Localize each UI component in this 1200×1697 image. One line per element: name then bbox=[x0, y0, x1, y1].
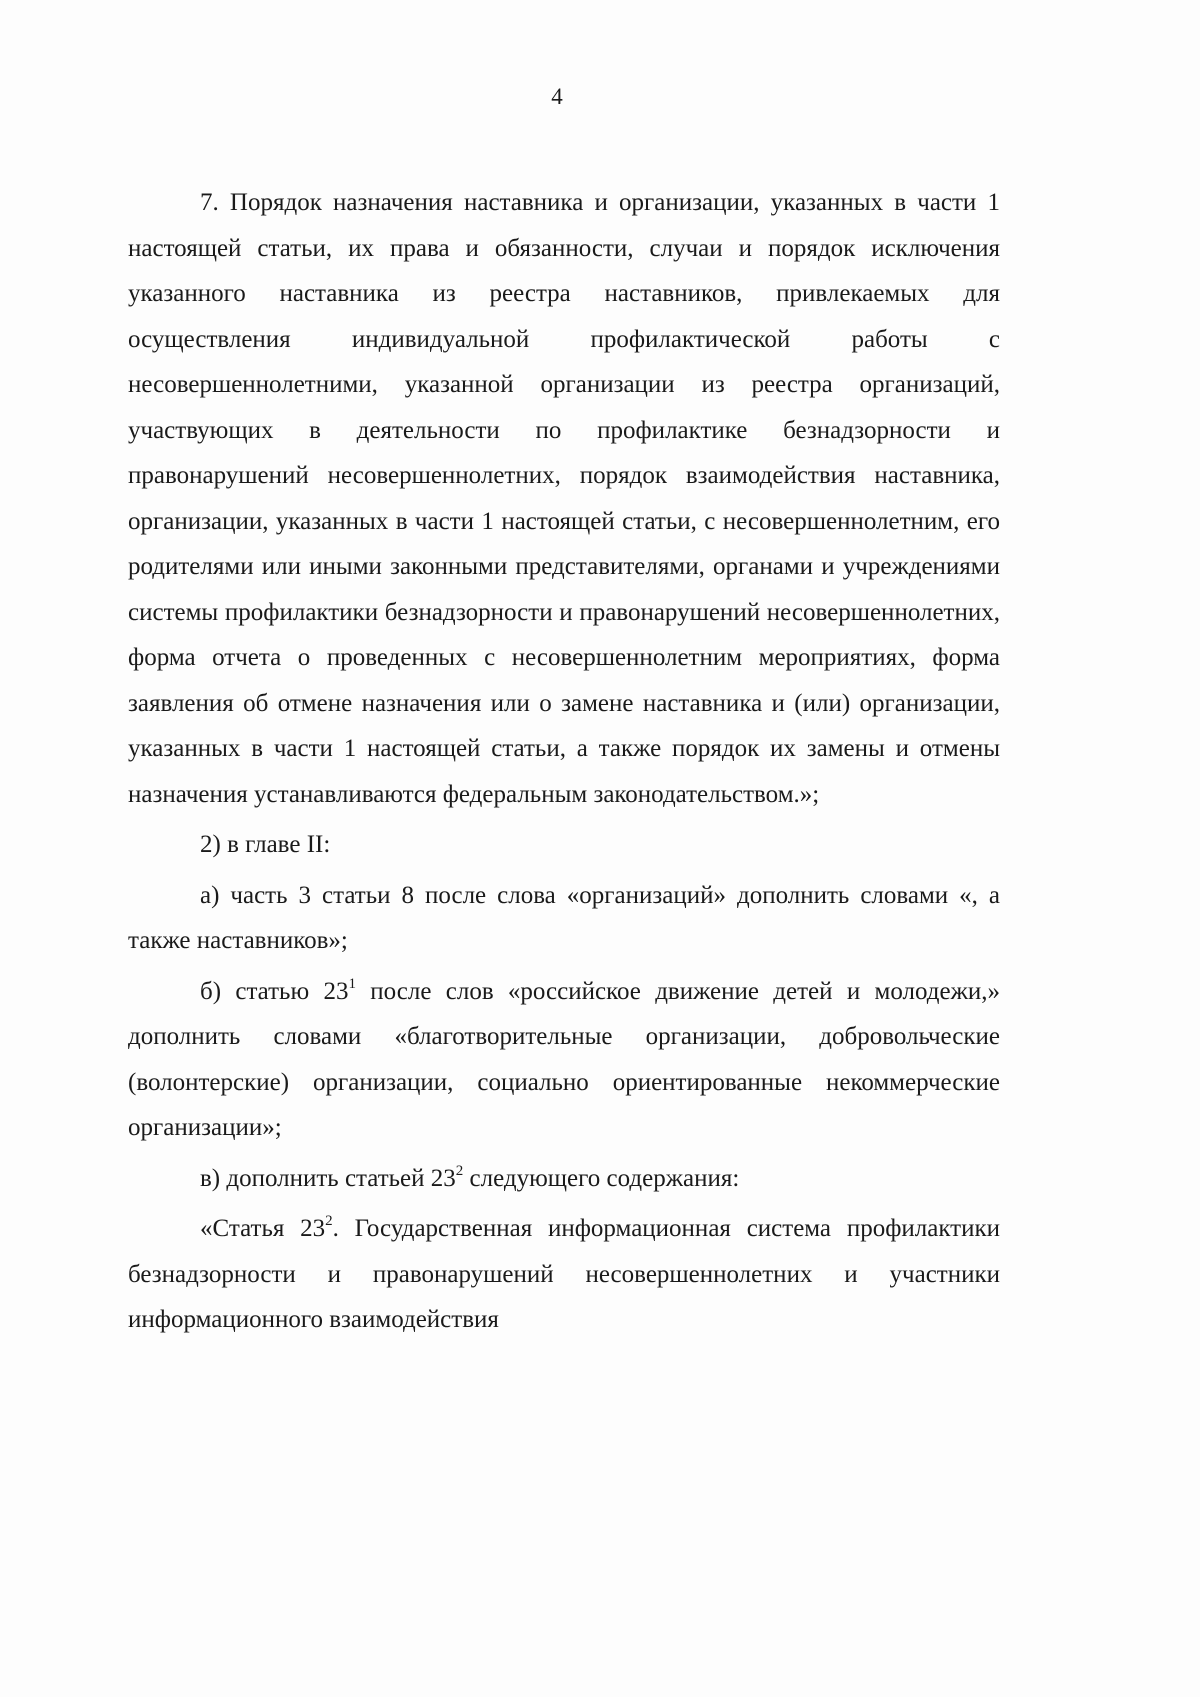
item-v-start: в) дополнить статьей 23 bbox=[200, 1164, 456, 1192]
item-v-rest: следующего содержания: bbox=[463, 1164, 740, 1192]
article-heading-start: «Статья 23 bbox=[200, 1215, 326, 1242]
paragraph-chapter-2: 2) в главе II: bbox=[200, 831, 331, 858]
item-b-rest: после слов «российское движение детей и молодежи,» дополнить словами «благотворительные организации, добровольческие (волонтерские) организации, социально ориентированные некоммерческие организации»; bbox=[128, 977, 1000, 1141]
paragraph-item-a: а) часть 3 статьи 8 после слова «организаций» дополнить словами «, а также наставников»; bbox=[128, 881, 1000, 954]
item-b-superscript: 1 bbox=[348, 975, 356, 992]
item-b-start: б) статью 23 bbox=[200, 977, 349, 1005]
paragraph-item-b bbox=[128, 969, 1000, 1151]
article-heading-rest: . Государственная информационная система профилактики безнадзорности и правонарушений несовершеннолетних и участники информационного взаимодействия bbox=[128, 1215, 1000, 1333]
paragraph-7: 7. Порядок назначения наставника и организации, указанных в части 1 настоящей статьи, их права и обязанности, случаи и порядок исключения указанного наставника из реестра наставников, привлекаемых для осуществления индивидуальной профилактической работы с несовершеннолетними, указанной организации из реестра организаций, участвующих в деятельности по профилактике безнадзорности и правонарушений несовершеннолетних, порядок взаимодействия наставника, организации, указанных в части 1 настоящей статьи, с несовершеннолетним, его родителями или иными законными представителями, органами и учреждениями системы профилактики безнадзорности и правонарушений несовершеннолетних, форма отчета о проведенных с несовершеннолетним мероприятиях, форма заявления об отмене назначения или о замене наставника и (или) организации, указанных в части 1 настоящей статьи, а также порядок их замены и отмены назначения устанавливаются федеральным законодательством.»; bbox=[128, 189, 1000, 808]
page-number: 4 bbox=[551, 84, 563, 109]
document-body bbox=[128, 180, 1000, 1343]
paragraph-item-v bbox=[128, 1156, 1000, 1202]
article-heading bbox=[128, 1206, 1000, 1343]
article-heading-superscript: 2 bbox=[325, 1213, 333, 1229]
item-v-superscript: 2 bbox=[455, 1162, 464, 1179]
